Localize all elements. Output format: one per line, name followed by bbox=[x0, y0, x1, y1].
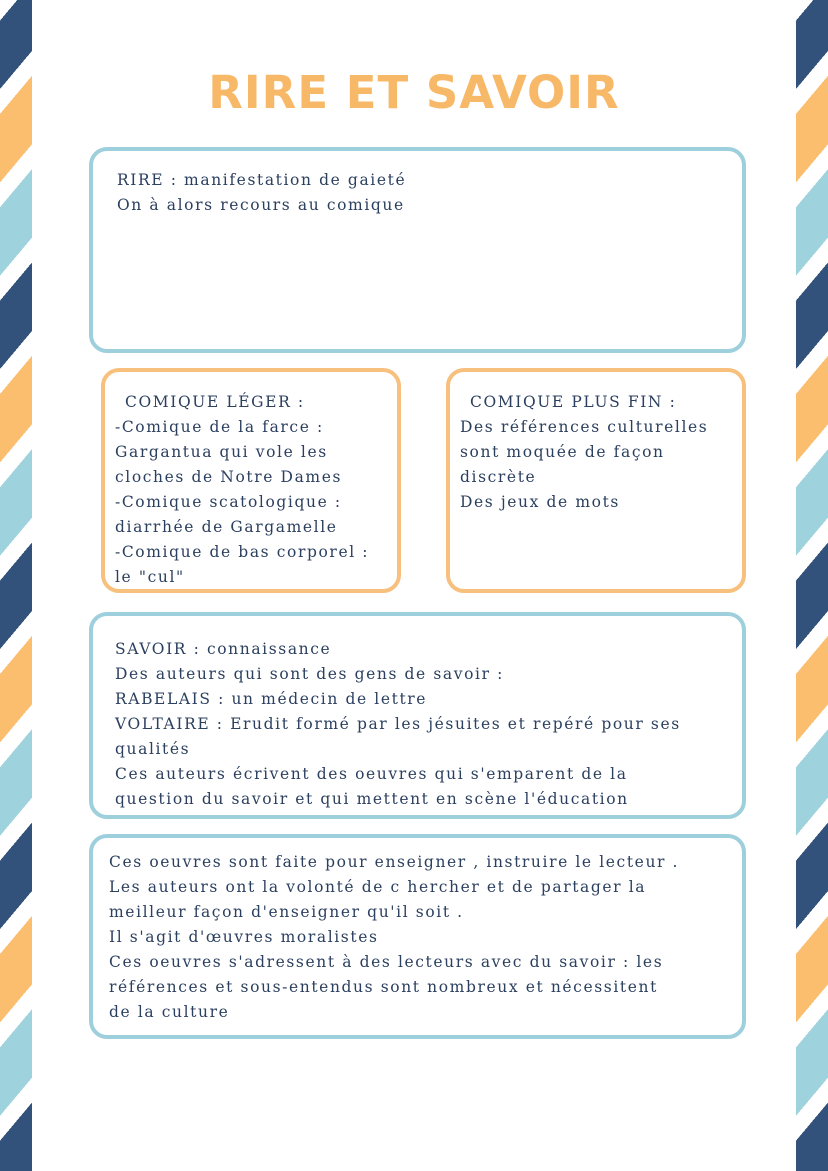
comique-fin-line: Des jeux de mots bbox=[460, 493, 620, 511]
savoir-line: SAVOIR : connaissance bbox=[115, 640, 332, 658]
savoir-line: question du savoir et qui mettent en scène l'éducation bbox=[115, 790, 629, 808]
comique-leger-line: le "cul" bbox=[115, 568, 185, 586]
comique-fin-box bbox=[446, 368, 746, 593]
savoir-line: Ces auteurs écrivent des oeuvres qui s'emparent de la bbox=[115, 765, 628, 783]
comique-fin-line: discrète bbox=[460, 468, 537, 486]
savoir-box bbox=[89, 612, 746, 819]
comique-leger-line: Gargantua qui vole les bbox=[115, 443, 328, 461]
comique-leger-line: -Comique de bas corporel : bbox=[115, 543, 370, 561]
oeuvres-line: références et sous-entendus sont nombreux et nécessitent bbox=[109, 978, 658, 996]
rire-line: RIRE : manifestation de gaieté bbox=[117, 171, 407, 189]
oeuvres-line: Ces oeuvres sont faite pour enseigner , instruire le lecteur . bbox=[109, 853, 680, 871]
oeuvres-line: Les auteurs ont la volonté de c hercher et de partager la bbox=[109, 878, 647, 896]
oeuvres-line: Il s'agit d'œuvres moralistes bbox=[109, 928, 379, 946]
savoir-line: VOLTAIRE : Erudit formé par les jésuites et repéré pour ses bbox=[115, 715, 681, 733]
rire-line: On à alors recours au comique bbox=[117, 196, 405, 214]
comique-fin-line: sont moquée de façon bbox=[460, 443, 665, 461]
oeuvres-line: de la culture bbox=[109, 1003, 230, 1021]
savoir-line: RABELAIS : un médecin de lettre bbox=[115, 690, 428, 708]
rire-definition-box bbox=[89, 147, 746, 353]
savoir-line: Des auteurs qui sont des gens de savoir : bbox=[115, 665, 504, 683]
comique-leger-line: -Comique scatologique : bbox=[115, 493, 342, 511]
decorative-border-right bbox=[796, 0, 828, 1171]
comique-leger-line: cloches de Notre Dames bbox=[115, 468, 343, 486]
comique-fin-line: Des références culturelles bbox=[460, 418, 709, 436]
savoir-line: qualités bbox=[115, 740, 191, 758]
oeuvres-line: meilleur façon d'enseigner qu'il soit . bbox=[109, 903, 464, 921]
oeuvres-line: Ces oeuvres s'adressent à des lecteurs avec du savoir : les bbox=[109, 953, 664, 971]
comique-leger-line: diarrhée de Gargamelle bbox=[115, 518, 338, 536]
oeuvres-box bbox=[89, 834, 746, 1039]
decorative-border-left bbox=[0, 0, 32, 1171]
comique-leger-line: -Comique de la farce : bbox=[115, 418, 324, 436]
comique-leger-box bbox=[101, 368, 401, 593]
comique-leger-heading: COMIQUE LÉGER : bbox=[125, 393, 305, 411]
comique-fin-heading: COMIQUE PLUS FIN : bbox=[470, 393, 677, 411]
page-title: RIRE ET SAVOIR bbox=[208, 66, 620, 119]
